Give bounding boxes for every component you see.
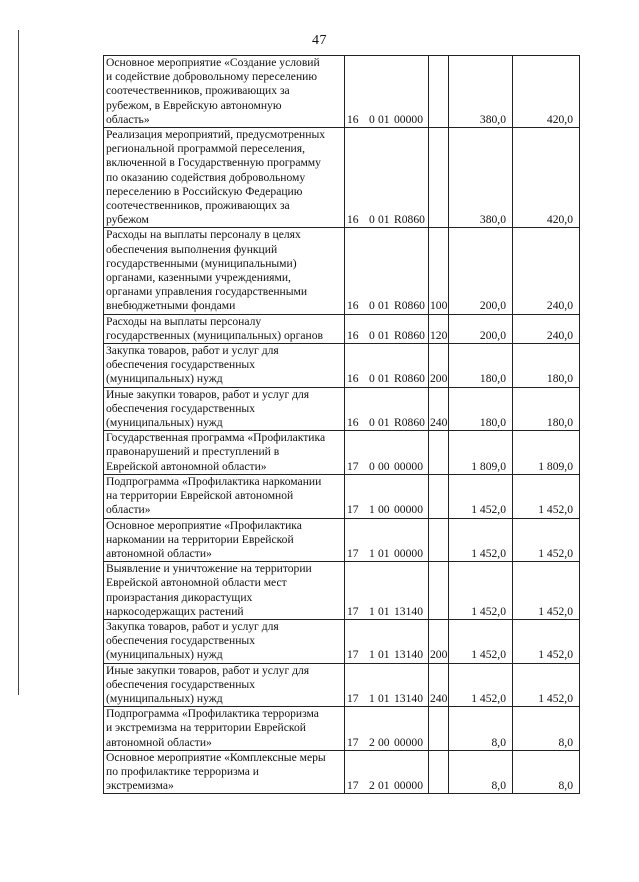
row-name-line: Еврейской автономной области»: [106, 459, 267, 473]
row-value-1: 180,0: [449, 344, 513, 388]
row-value-2: 8,0: [513, 707, 580, 751]
row-code: [345, 474, 429, 518]
row-expense-type: [429, 518, 449, 562]
row-code-part: 0: [369, 372, 375, 386]
row-code-part: 01: [378, 416, 390, 430]
table-body: [104, 56, 580, 794]
row-name-line: Основное мероприятие «Профилактика: [106, 518, 302, 532]
row-value-2: 1 452,0: [513, 562, 580, 620]
row-code-part: 01: [378, 648, 390, 662]
row-name-line: на территории Еврейской автономной: [106, 489, 294, 503]
row-name-line: правонарушений и преступлений в: [106, 445, 280, 459]
row-name-line: Основное мероприятие «Комплексные меры: [106, 750, 326, 764]
row-code-part: 13140: [394, 691, 423, 705]
row-value-2: 1 809,0: [513, 431, 580, 475]
row-name-line: обеспечения государственных: [106, 401, 256, 415]
row-code-part: 13140: [394, 604, 423, 618]
row-value-2: 1 452,0: [513, 518, 580, 562]
row-name-line: (муниципальных) нужд: [106, 691, 223, 705]
row-code-part: 1: [369, 503, 375, 517]
row-name-line: органами, казенными учреждениями,: [106, 271, 291, 285]
row-name-line: обеспечения государственных: [106, 677, 256, 691]
row-name: [104, 750, 345, 794]
row-value-1: 380,0: [449, 128, 513, 228]
row-code: [345, 707, 429, 751]
row-name: [104, 344, 345, 388]
row-name: [104, 707, 345, 751]
row-code-part: 16: [347, 416, 359, 430]
table-row: [104, 228, 580, 314]
row-code-part: 01: [378, 372, 390, 386]
row-code-part: 16: [347, 328, 359, 342]
row-code-part: 1: [369, 604, 375, 618]
row-code-part: 0: [369, 299, 375, 313]
row-code: [345, 344, 429, 388]
row-code-part: 01: [378, 779, 390, 793]
row-name-line: Расходы на выплаты персоналу в целях: [106, 228, 301, 242]
row-name: [104, 562, 345, 620]
row-name-line: Подпрограмма «Профилактика терроризма: [106, 707, 319, 721]
page-number: 47: [312, 33, 327, 48]
row-code-part: 01: [378, 213, 390, 227]
row-code: [345, 562, 429, 620]
row-name-line: автономной области»: [106, 735, 212, 749]
row-expense-type: [429, 562, 449, 620]
row-code-part: 01: [378, 691, 390, 705]
table-row: [104, 56, 580, 128]
row-name-line: рубежом: [106, 213, 149, 227]
row-expense-type: [429, 431, 449, 475]
row-name-line: соотечественников, проживающих за: [106, 199, 290, 213]
row-name-line: (муниципальных) нужд: [106, 416, 223, 430]
table-row: [104, 344, 580, 388]
row-name-line: Иные закупки товаров, работ и услуг для: [106, 387, 310, 401]
table-row: [104, 431, 580, 475]
row-code-part: 0: [369, 459, 375, 473]
row-value-2: 1 452,0: [513, 619, 580, 663]
row-code-part: 00000: [394, 779, 423, 793]
row-name-line: автономной области»: [106, 546, 212, 560]
row-value-1: 1 452,0: [449, 663, 513, 707]
row-expense-type: [429, 128, 449, 228]
row-name-line: произрастания дикорастущих: [106, 590, 253, 604]
row-code-part: 01: [378, 299, 390, 313]
row-expense-type: 200: [429, 619, 449, 663]
row-value-1: 380,0: [449, 56, 513, 128]
row-expense-type: 240: [429, 663, 449, 707]
row-code: [345, 228, 429, 314]
row-expense-type: 200: [429, 344, 449, 388]
row-name-line: Расходы на выплаты персоналу: [106, 314, 262, 328]
row-code-part: 00000: [394, 503, 423, 517]
row-name-line: Еврейской автономной области мест: [106, 576, 287, 590]
row-value-1: 200,0: [449, 228, 513, 314]
row-name-line: наркосодержащих растений: [106, 604, 244, 618]
row-code-part: 01: [378, 546, 390, 560]
row-name-line: соотечественников, проживающих за: [106, 84, 290, 98]
row-code-part: 00: [378, 459, 390, 473]
row-code-part: 17: [347, 604, 359, 618]
row-code: [345, 56, 429, 128]
table-row: [104, 474, 580, 518]
row-name-line: обеспечения выполнения функций: [106, 242, 278, 256]
row-value-1: 8,0: [449, 750, 513, 794]
row-value-1: 8,0: [449, 707, 513, 751]
row-name: [104, 474, 345, 518]
row-value-2: 240,0: [513, 314, 580, 343]
row-name-line: (муниципальных) нужд: [106, 372, 223, 386]
row-name-line: Государственная программа «Профилактика: [106, 431, 326, 445]
row-value-1: 1 452,0: [449, 474, 513, 518]
row-value-2: 180,0: [513, 344, 580, 388]
row-name-line: переселению в Российскую Федерацию: [106, 184, 303, 198]
row-code-part: 16: [347, 299, 359, 313]
row-name-line: органами управления государственными: [106, 285, 308, 299]
row-code-part: 17: [347, 735, 359, 749]
row-name: [104, 518, 345, 562]
row-name: [104, 228, 345, 314]
budget-table: [103, 55, 580, 794]
row-code: [345, 619, 429, 663]
row-expense-type: [429, 56, 449, 128]
row-name-line: (муниципальных) нужд: [106, 648, 223, 662]
row-value-1: 1 809,0: [449, 431, 513, 475]
row-code-part: 1: [369, 546, 375, 560]
row-name-line: области»: [106, 503, 151, 517]
row-code-part: 0: [369, 112, 375, 126]
row-code-part: 00000: [394, 735, 423, 749]
table-row: [104, 750, 580, 794]
row-value-2: 1 452,0: [513, 474, 580, 518]
row-code: [345, 314, 429, 343]
table-row: [104, 619, 580, 663]
row-name-line: экстремизма»: [106, 779, 174, 793]
row-code-part: 0: [369, 328, 375, 342]
row-code-part: 16: [347, 213, 359, 227]
row-value-1: 200,0: [449, 314, 513, 343]
row-expense-type: 100: [429, 228, 449, 314]
row-code-part: 1: [369, 648, 375, 662]
row-expense-type: [429, 707, 449, 751]
row-code: [345, 750, 429, 794]
row-name: [104, 663, 345, 707]
row-code-part: 17: [347, 691, 359, 705]
row-code-part: 01: [378, 112, 390, 126]
row-code-part: R0860: [394, 299, 425, 313]
row-value-1: 1 452,0: [449, 562, 513, 620]
row-code-part: 0: [369, 213, 375, 227]
row-value-2: 420,0: [513, 56, 580, 128]
row-value-2: 8,0: [513, 750, 580, 794]
row-code-part: 2: [369, 779, 375, 793]
row-code-part: 00000: [394, 112, 423, 126]
row-code-part: 00: [378, 735, 390, 749]
row-name: [104, 128, 345, 228]
row-value-1: 1 452,0: [449, 619, 513, 663]
row-code-part: 1: [369, 691, 375, 705]
row-code-part: R0860: [394, 328, 425, 342]
row-code-part: 16: [347, 112, 359, 126]
table-row: [104, 562, 580, 620]
row-code-part: R0860: [394, 213, 425, 227]
row-code: [345, 431, 429, 475]
row-name-line: региональной программой переселения,: [106, 142, 305, 156]
row-code-part: 17: [347, 503, 359, 517]
row-value-2: 180,0: [513, 387, 580, 431]
row-name-line: наркомании на территории Еврейской: [106, 532, 294, 546]
row-name-line: включенной в Государственную программу: [106, 156, 321, 170]
row-name: [104, 431, 345, 475]
row-value-2: 1 452,0: [513, 663, 580, 707]
row-name-line: государственных (муниципальных) органов: [106, 328, 323, 342]
margin-rule: [18, 30, 19, 695]
row-name: [104, 314, 345, 343]
row-name-line: Закупка товаров, работ и услуг для: [106, 619, 279, 633]
row-name-line: внебюджетными фондами: [106, 299, 236, 313]
row-code-part: 0: [369, 416, 375, 430]
row-code-part: 00000: [394, 459, 423, 473]
table-row: [104, 663, 580, 707]
row-name-line: и содействие добровольному переселению: [106, 70, 318, 84]
row-name-line: область»: [106, 112, 150, 126]
row-name-line: Подпрограмма «Профилактика наркомании: [106, 474, 322, 488]
row-code-part: 01: [378, 604, 390, 618]
row-code-part: 13140: [394, 648, 423, 662]
row-code: [345, 387, 429, 431]
row-name-line: по оказанию содействия добровольному: [106, 170, 306, 184]
row-expense-type: 120: [429, 314, 449, 343]
row-value-2: 420,0: [513, 128, 580, 228]
row-value-1: 180,0: [449, 387, 513, 431]
row-code-part: 01: [378, 328, 390, 342]
row-code-part: 17: [347, 459, 359, 473]
row-value-2: 240,0: [513, 228, 580, 314]
row-code-part: 17: [347, 779, 359, 793]
row-code-part: 16: [347, 372, 359, 386]
row-code: [345, 518, 429, 562]
row-expense-type: 240: [429, 387, 449, 431]
row-code-part: 17: [347, 648, 359, 662]
row-code-part: R0860: [394, 416, 425, 430]
row-name-line: и экстремизма на территории Еврейской: [106, 721, 306, 735]
table-row: [104, 128, 580, 228]
row-name-line: по профилактике терроризма и: [106, 764, 260, 778]
row-name: [104, 387, 345, 431]
row-name-line: обеспечения государственных: [106, 358, 256, 372]
row-name-line: Реализация мероприятий, предусмотренных: [106, 128, 326, 142]
table-row: [104, 387, 580, 431]
row-name-line: Иные закупки товаров, работ и услуг для: [106, 663, 310, 677]
row-name-line: рубежом, в Еврейскую автономную: [106, 98, 282, 112]
row-code-part: 17: [347, 546, 359, 560]
row-name-line: государственными (муниципальными): [106, 256, 297, 270]
row-name: [104, 619, 345, 663]
table-row: [104, 314, 580, 343]
row-expense-type: [429, 750, 449, 794]
row-code-part: 00: [378, 503, 390, 517]
row-name-line: Закупка товаров, работ и услуг для: [106, 344, 279, 358]
table-row: [104, 518, 580, 562]
row-code-part: 2: [369, 735, 375, 749]
row-value-1: 1 452,0: [449, 518, 513, 562]
row-name-line: Основное мероприятие «Создание условий: [106, 56, 320, 69]
row-code: [345, 663, 429, 707]
row-name-line: обеспечения государственных: [106, 634, 256, 648]
row-code-part: R0860: [394, 372, 425, 386]
row-expense-type: [429, 474, 449, 518]
table-row: [104, 707, 580, 751]
row-code: [345, 128, 429, 228]
row-name: [104, 56, 345, 128]
row-code-part: 00000: [394, 546, 423, 560]
row-name-line: Выявление и уничтожение на территории: [106, 562, 312, 576]
